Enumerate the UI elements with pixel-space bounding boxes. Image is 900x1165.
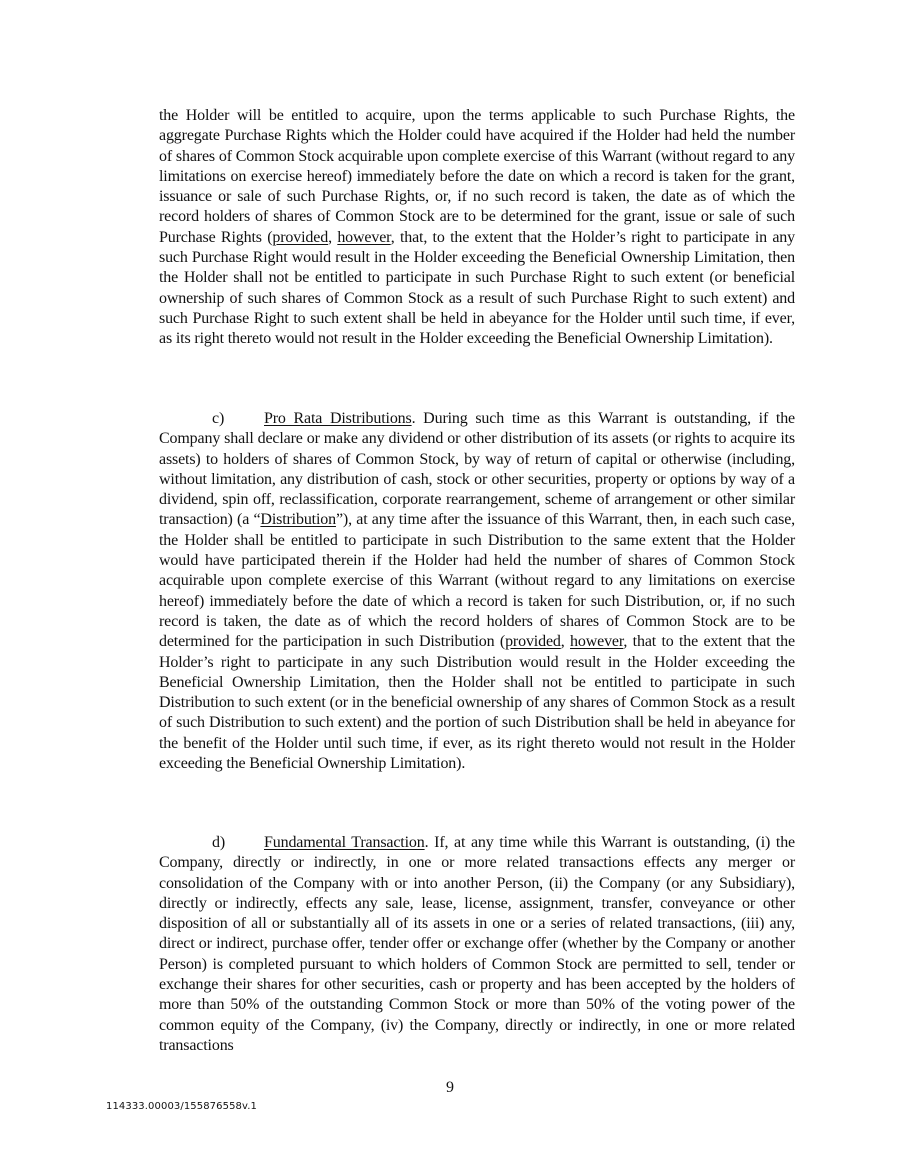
provided-term: provided xyxy=(505,633,561,651)
page-number: 9 xyxy=(446,1079,454,1096)
section-heading-pro-rata-distributions: Pro Rata Distributions xyxy=(264,410,412,427)
paragraph-pro-rata-distributions xyxy=(159,409,795,774)
section-marker-c: c) xyxy=(212,410,225,427)
paragraph-c-text-1: . During such time as this Warrant is outstanding, if the Company shall declare or make any dividend or other distribution of its assets (or rights to acquire its assets) to holders of shares of Common Stock, by way of return of capital or otherwise (including, without limitation, any distribution of cash, stock or other securities, property or options by way of a dividend, spin off, reclassification, corporate rearrangement, scheme of arrangement or other similar transaction) (a “ xyxy=(159,410,795,529)
defined-term-distribution: Distribution xyxy=(260,511,336,529)
section-marker-d: d) xyxy=(212,834,226,851)
however-term: however xyxy=(337,228,391,246)
paragraph-fundamental-transaction xyxy=(159,833,795,1056)
paragraph-c-text-2: ”), at any time after the issuance of this Warrant, then, in each such case, the Holder shall be entitled to participate in such Distribution to the same extent that the Holder would have participated therein if the Holder had held the number of shares of Common Stock acquirable upon complete exercise of this Warrant (without regard to any limitations on exercise hereof) immediately before the date of which a record is taken for such Distribution, or, if no such record is taken, the date as of which the record holders of shares of Common Stock are to be determined for the participation in such Distribution ( xyxy=(159,511,795,651)
provided-term: provided xyxy=(272,228,329,246)
paragraph-d-text-1: . If, at any time while this Warrant is outstanding, (i) the Company, directly or indirectly, in one or more related transactions effects any merger or consolidation of the Company with or into another Person, (ii) the Company (or any Subsidiary), directly or indirectly, effects any sale, lease, license, assignment, transfer, conveyance or other disposition of all or substantially all of its assets in one or a series of related transactions, (iii) any, direct or indirect, purchase offer, tender offer or exchange offer (whether by the Company or another Person) is completed pursuant to which holders of Common Stock are permitted to sell, tender or exchange their shares for other securities, cash or property and has been accepted by the holders of more than 50% of the outstanding Common Stock or more than 50% of the voting power of the common equity of the Company, (iv) the Company, directly or indirectly, in one or more related transactions xyxy=(159,834,796,1054)
paragraph-c-separator: , xyxy=(560,633,571,651)
paragraph-a-text-2: , that, to the extent that the Holder’s right to participate in any such Purchase Right would result in the Holder exceeding the Beneficial Ownership Limitation, then the Holder shall not be entitled to participate in such Purchase Right to such extent (or beneficial ownership of such shares of Common Stock as a result of such Purchase Right to such extent) and such Purchase Right to such extent shall be held in abeyance for the Holder until such time, if ever, as its right thereto would not result in the Holder exceeding the Beneficial Ownership Limitation). xyxy=(159,228,796,348)
paragraph-a-separator: , xyxy=(328,228,338,246)
section-heading-fundamental-transaction: Fundamental Transaction xyxy=(264,834,425,851)
however-term: however xyxy=(570,633,624,651)
paragraph-purchase-rights-continued xyxy=(159,106,795,350)
paragraph-a-text-1: the Holder will be entitled to acquire, upon the terms applicable to such Purchase Rights, the aggregate Purchase Rights which the Holder could have acquired if the Holder had held the number of shares of Common Stock acquirable upon complete exercise of this Warrant (without regard to any limitations on exercise hereof) immediately before the date on which a record is taken for the grant, issuance or sale of such Purchase Rights, or, if no such record is taken, the date as of which the record holders of shares of Common Stock are to be determined for the grant, issue or sale of such Purchase Rights ( xyxy=(159,107,795,246)
paragraph-c-text-3: , that to the extent that the Holder’s right to participate in any such Distribution would result in the Holder exceeding the Beneficial Ownership Limitation, then the Holder shall not be entitled to participate in such Distribution to such extent (or in the beneficial ownership of any shares of Common Stock as a result of such Distribution to such extent) and the portion of such Distribution shall be held in abeyance for the benefit of the Holder until such time, if ever, as its right thereto would not result in the Holder exceeding the Beneficial Ownership Limitation). xyxy=(159,633,795,773)
document-id: 114333.00003/155876558v.1 xyxy=(106,1101,257,1112)
